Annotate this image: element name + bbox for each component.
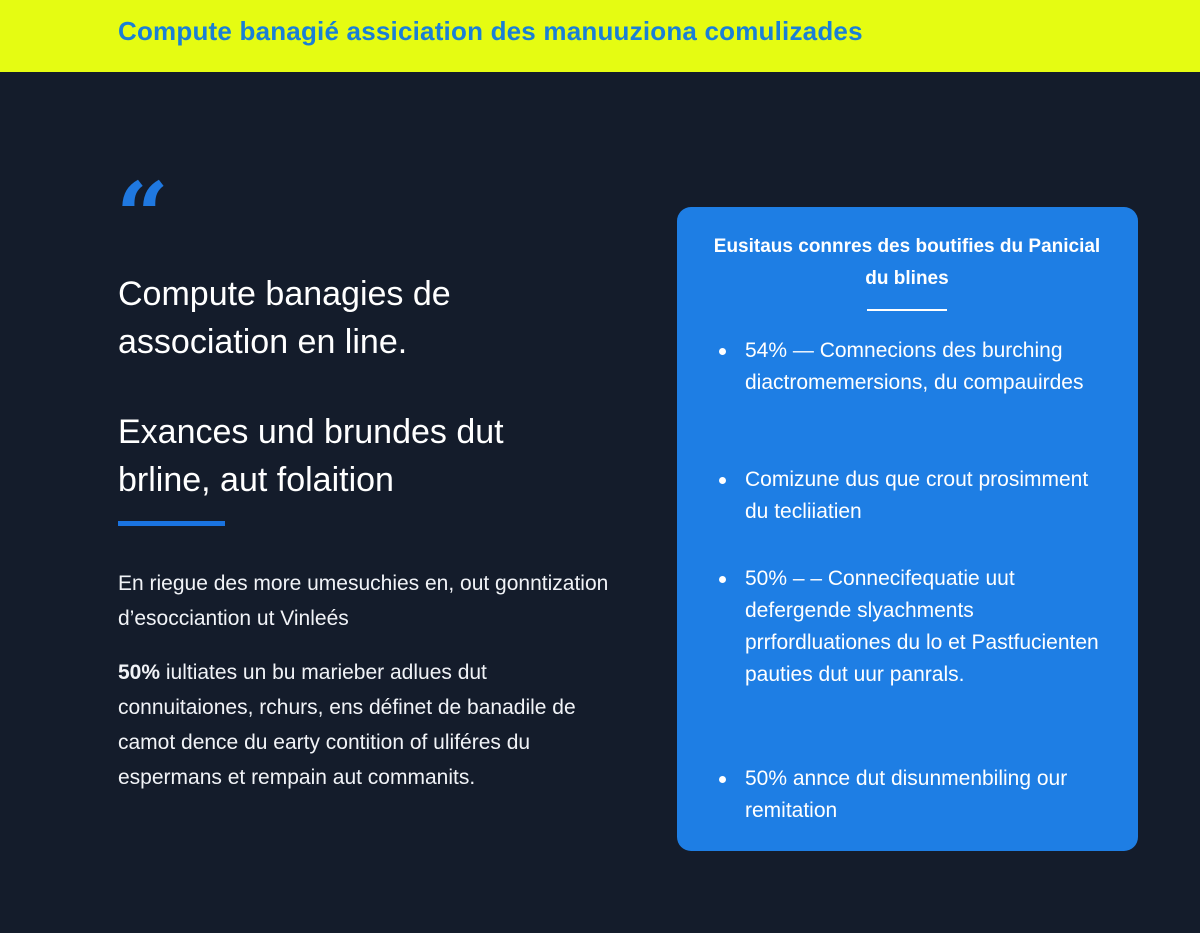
top-banner <box>0 0 1200 72</box>
main-headline: Compute banagies de association en line. <box>118 275 451 361</box>
quote-open-icon: “ <box>116 162 169 270</box>
card-list-item: 50% annce dut disunmenbiling our remitation <box>745 763 1105 827</box>
highlight-stat: 50% <box>118 661 161 684</box>
card-list-item: Comizune dus que crout prosimment du tecliiatien <box>745 464 1105 528</box>
stats-card <box>677 207 1138 851</box>
accent-divider <box>118 521 225 526</box>
body-paragraph-1: En riegue des more umesuchies en, out gonntization d’esocciantion ut Vinleés <box>118 572 609 630</box>
body-paragraph-2 <box>118 655 618 795</box>
banner-title: Compute banagié assiciation des manuuziona comulizades <box>118 16 863 46</box>
card-list-item: 50% – – Connecifequatie uut defergende slyachments prrfordluationes du lo et Pastfucienten pauties dut uur panrals. <box>745 563 1105 691</box>
sub-headline: Exances und brundes dut brline, aut folaition <box>118 413 504 499</box>
card-list-item: 54% — Comnecions des burching diactromemersions, du compauirdes <box>745 335 1105 399</box>
card-list <box>677 207 1138 851</box>
card-title: Eusitaus connres des boutifies du Panicial du blines <box>713 236 1101 289</box>
body-paragraph-2-text: iultiates un bu marieber adlues dut connuitaiones, rchurs, ens définet de banadile de camot dence du earty contition of uliféres du espermans et rempain aut commanits. <box>118 661 576 789</box>
